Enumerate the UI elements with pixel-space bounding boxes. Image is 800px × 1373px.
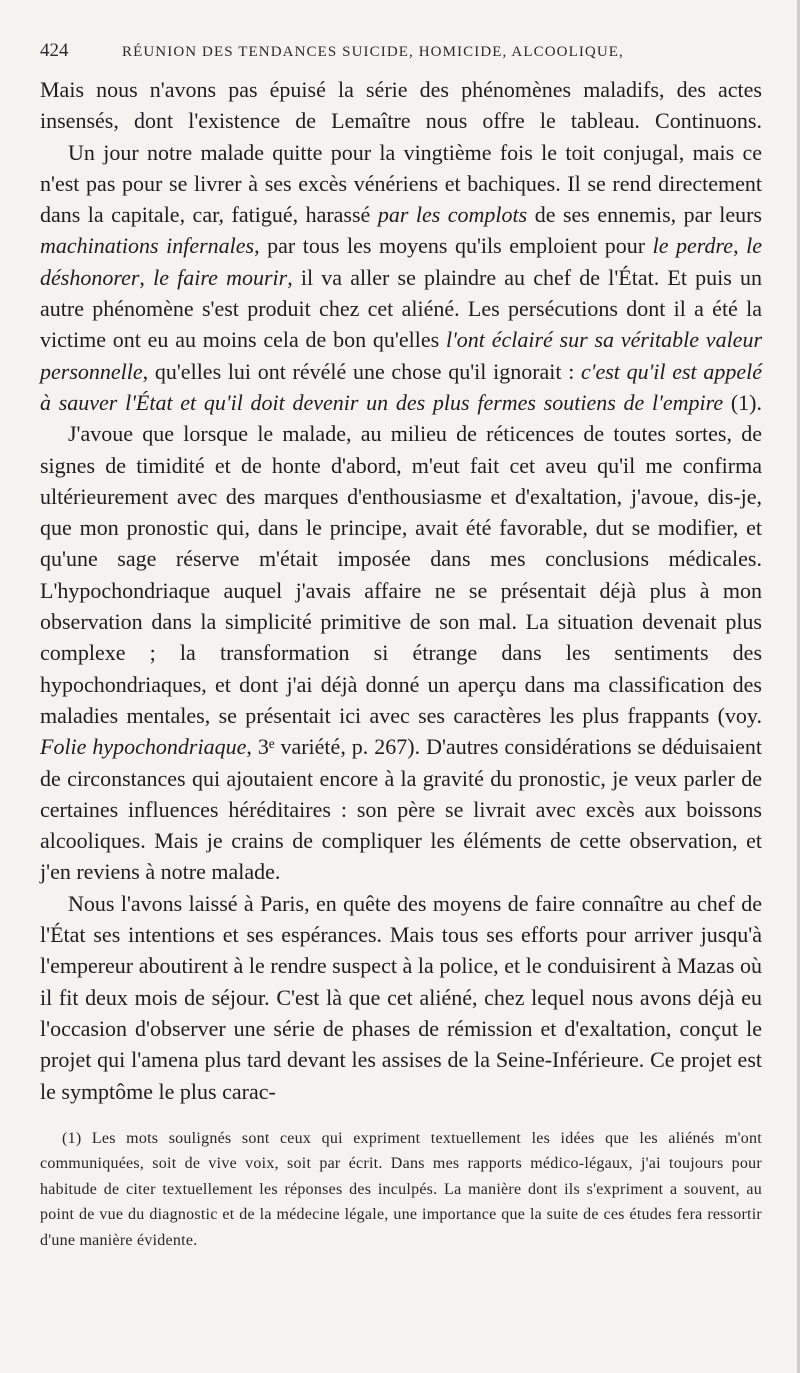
italic-text: machinations infernales bbox=[40, 233, 255, 259]
paragraph bbox=[40, 137, 762, 419]
italic-text: par les complots bbox=[377, 202, 528, 228]
italic-text: le déshonorer bbox=[40, 233, 763, 290]
italic-text: le faire mourir bbox=[153, 264, 288, 290]
page-number: 424 bbox=[40, 40, 69, 61]
italic-text: Folie hypochondriaque bbox=[40, 734, 247, 760]
italic-text: c'est qu'il est appelé à sauver l'État et qu'il doit devenir un des plus fermes soutiens de l'empire bbox=[40, 358, 762, 415]
paragraph bbox=[40, 418, 762, 887]
text-run: , 3ᵉ variété, p. 267). D'autres considérations se déduisaient de circonstances qui ajoutaient encore à la gravité du pronostic, je veux parler de certaines influences héréditaires : son père se livrait avec excès aux boissons alcooliques. Mais je crains de compliquer les éléments de cette observation, et j'en reviens à notre malade. bbox=[40, 734, 762, 885]
text-run: de ses ennemis, par leurs bbox=[527, 202, 762, 228]
text-run: Nous l'avons laissé à Paris, en quête des moyens de faire connaître au chef de l'État ses intentions et ses espérances. Mais tous ses efforts pour arriver jusqu'à l'empereur aboutirent à le rendre suspect à la police, et le conduisirent à Mazas où il fit deux mois de séjour. C'est là que cet aliéné, chez lequel nous avons déjà eu l'occasion d'observer une série de phases de rémission et d'exaltation, conçut le projet qui l'amena plus tard devant les assises de la Seine-Inférieure. Ce projet est le symptôme le plus carac- bbox=[40, 890, 762, 1104]
paragraph bbox=[40, 888, 762, 1107]
text-run: , bbox=[139, 264, 154, 290]
text-run: , il va aller se plaindre au chef de l'État. Et puis un autre phénomène s'est produit chez cet aliéné. Les persécutions dont il a été la victime ont eu au moins cela de bon qu'elles bbox=[40, 264, 763, 353]
italic-text: l'ont éclairé sur sa véritable valeur personnelle bbox=[40, 327, 763, 384]
page-header bbox=[40, 40, 762, 66]
text-run: Un jour notre malade quitte pour la vingtième fois le toit conjugal, mais ce n'est pas pour se livrer à ses excès vénériens et bachiques. Il se rend directement dans la capitale, car, fatigué, harassé bbox=[40, 139, 762, 228]
paragraph bbox=[40, 74, 762, 137]
text-run: Mais nous n'avons pas épuisé la série des phénomènes maladifs, des actes insensés, dont l'existence de Lemaître nous offre le tableau. Continuons. bbox=[40, 77, 762, 134]
footnote bbox=[40, 1126, 762, 1254]
body-text bbox=[40, 74, 762, 1107]
text-run: , qu'elles lui ont révélé une chose qu'il ignorait : bbox=[142, 358, 581, 384]
running-head: RÉUNION DES TENDANCES SUICIDE, HOMICIDE, ALCOOLIQUE, bbox=[122, 44, 624, 60]
text-run: , bbox=[733, 233, 747, 259]
text-run: (1). bbox=[723, 389, 762, 415]
text-run: , par tous les moyens qu'ils emploient pour bbox=[254, 233, 653, 259]
italic-text: le perdre bbox=[652, 233, 734, 259]
footnote-text: (1) Les mots soulignés sont ceux qui expriment textuellement les idées que les aliénés m'ont communiquées, soit de vive voix, soit par écrit. Dans mes rapports médico-légaux, j'ai toujours pour habitude de citer textuellement les réponses des inculpés. La manière dont ils s'expriment a souvent, au point de vue du diagnostic et de la médecine légale, une importance que la suite de ces études fera ressortir d'une manière évidente. bbox=[40, 1129, 762, 1249]
text-run: J'avoue que lorsque le malade, au milieu de réticences de toutes sortes, de signes de timidité et de honte d'abord, m'eut fait cet aveu qu'il me confirma ultérieurement avec des marques d'enthousiasme et d'exaltation, j'avoue, dis-je, que mon pronostic qui, dans le principe, avait été favorable, dut se modifier, et qu'une sage réserve m'était imposée dans mes conclusions médicales. L'hypochondriaque auquel j'avais affaire ne se présentait déjà plus à mon observation dans la simplicité primitive de son mal. La situation devenait plus complexe ; la transformation si étrange dans les sentiments des hypochondriaques, et dont j'ai déjà donné un aperçu dans ma classification des maladies mentales, se présentait ici avec ses caractères les plus frappants (voy. bbox=[40, 421, 762, 728]
